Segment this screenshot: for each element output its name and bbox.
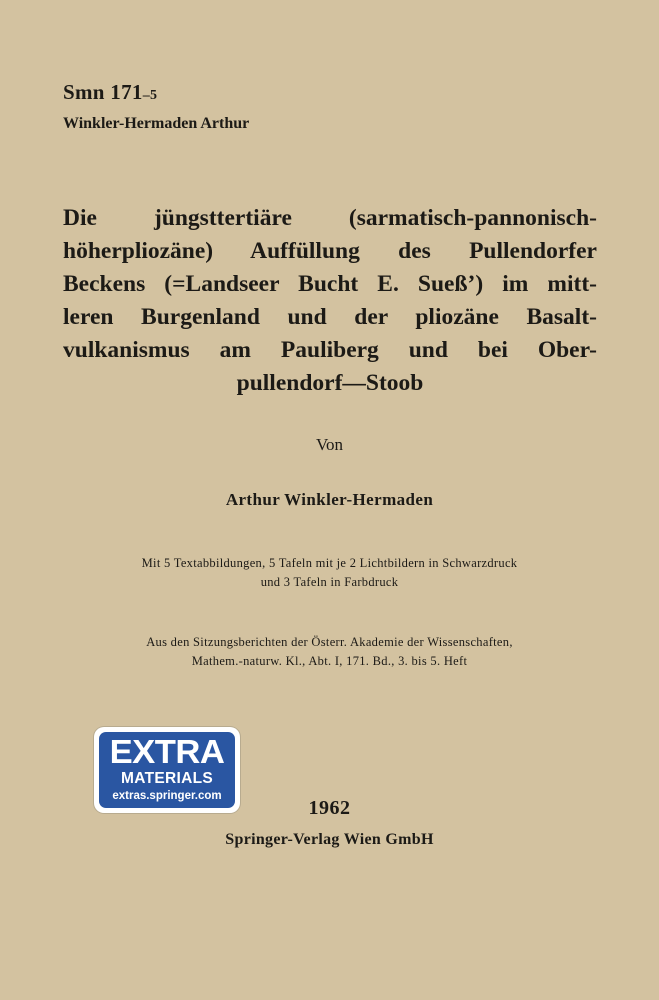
catalog-identifier — [63, 80, 249, 134]
title-line: pullendorf—Stoob — [236, 370, 424, 396]
series-code-number: Smn 171 — [63, 80, 143, 104]
author-name: Arthur Winkler-Hermaden — [225, 490, 434, 509]
title-line: Beckens (=Landseer Bucht E. Sueß’) im mitt- — [63, 271, 597, 297]
title-line: vulkanismus am Pauliberg und bei Ober- — [63, 337, 597, 363]
illustrations-line: und 3 Tafeln in Farbdruck — [260, 575, 399, 589]
publisher-name: Springer-Verlag Wien GmbH — [225, 831, 434, 848]
book-title — [63, 202, 597, 400]
title-line: Die jüngsttertiäre (sarmatisch-pannonisch- — [63, 205, 597, 231]
by-label: Von — [315, 435, 344, 454]
series-code — [63, 80, 249, 108]
badge-url-text: extras.springer.com — [112, 790, 222, 802]
source-line: Aus den Sitzungsberichten der Österr. Akademie der Wissenschaften, — [146, 635, 513, 649]
publication-year: 1962 — [308, 797, 351, 819]
illustrations-line: Mit 5 Textabbildungen, 5 Tafeln mit je 2 Lichtbildern in Schwarzdruck — [141, 556, 518, 570]
illustrations-note — [80, 554, 579, 592]
badge-extra-text: EXTRA — [109, 733, 225, 770]
badge-materials-text: MATERIALS — [121, 770, 213, 787]
source-note — [60, 633, 599, 671]
series-code-suffix: –5 — [142, 88, 158, 103]
title-line: leren Burgenland und der pliozäne Basalt- — [63, 304, 597, 330]
source-line: Mathem.-naturw. Kl., Abt. I, 171. Bd., 3. bis 5. Heft — [191, 654, 468, 668]
author-catalog-name: Winkler-Hermaden Arthur — [63, 115, 250, 132]
title-line: höherpliozäne) Auffüllung des Pullendorfer — [63, 238, 597, 264]
